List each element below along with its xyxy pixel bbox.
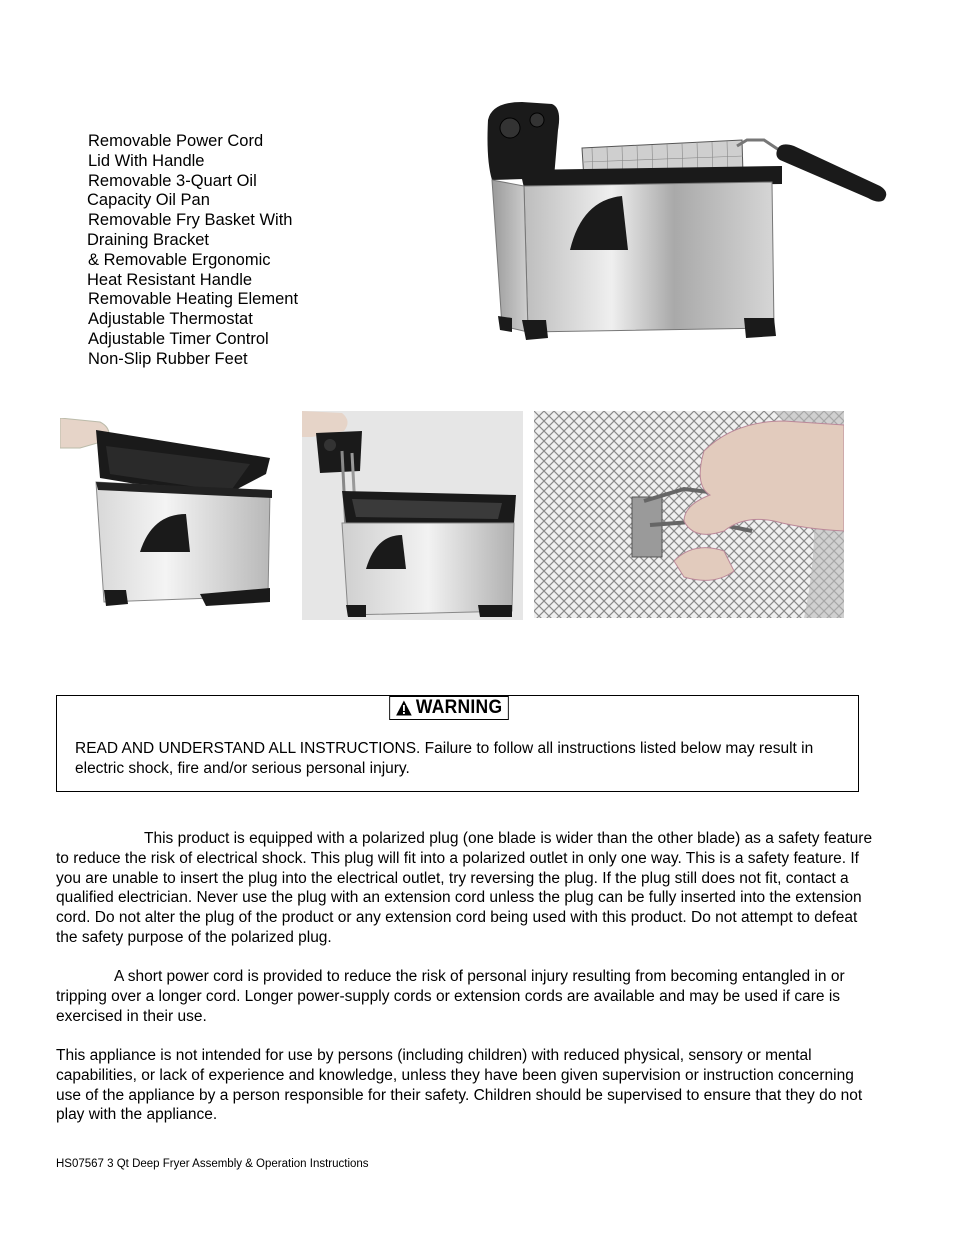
feature-item: Removable Heating Element [88, 290, 299, 309]
polarized-plug-paragraph [56, 829, 876, 948]
warning-label-text: WARNING [415, 697, 503, 718]
feature-item: Draining Bracket [87, 230, 209, 249]
feature-item: Removable 3-Quart Oil [88, 171, 257, 190]
warning-label [389, 696, 509, 720]
paragraph-text: This product is equipped with a polarized plug (one blade is wider than the other blade) as a safety feature to reduce the risk of electrical shock. This plug will fit into a polarized outlet in only one way. This is a safety feature. If you are unable to insert the plug into the electrical outlet, try reversing the plug. If the plug still does not fit, contact a qualified electrician. Never use the plug with an extension cord unless the plug can be fully inserted into the extension cord. Do not alter the plug of the product or any extension cord being used with this product. Do not attempt to defeat the safety purpose of the polarized plug. [56, 830, 873, 946]
feature-item: Lid With Handle [88, 151, 205, 170]
fryer-main-photo [482, 100, 894, 348]
feature-item: Non-Slip Rubber Feet [88, 349, 248, 368]
feature-item: Removable Fry Basket With [88, 211, 293, 230]
feature-item: & Removable Ergonomic [88, 250, 271, 269]
supervision-paragraph: This appliance is not intended for use by persons (including children) with reduced physical, sensory or mental capabilities, or lack of experience and knowledge, unless they have been given supervision or instruction concerning use of the appliance by a person responsible for their safety. Children should be supervised to ensure that they do not play with the appliance. [56, 1047, 863, 1124]
feature-item: Heat Resistant Handle [87, 270, 253, 289]
feature-item: Capacity Oil Pan [87, 191, 210, 210]
paragraph-text: A short power cord is provided to reduce the risk of personal injury resulting from becoming entangled in or tripping over a longer cord. Longer power-supply cords or extension cords are available and may be used if care is exercised in their use. [56, 968, 845, 1025]
short-cord-paragraph [56, 967, 876, 1026]
feature-list [88, 132, 298, 370]
page-footer: HS07567 3 Qt Deep Fryer Assembly & Operation Instructions [56, 1158, 369, 1170]
warning-triangle-icon [396, 700, 413, 716]
feature-item: Removable Power Cord [88, 132, 264, 150]
heating-element-photo [302, 411, 523, 620]
basket-handle-photo [534, 411, 844, 618]
warning-box [56, 695, 859, 792]
oil-pan-removal-photo [60, 418, 275, 610]
feature-item: Adjustable Timer Control [88, 329, 269, 348]
feature-item: Adjustable Thermostat [88, 310, 253, 329]
warning-text: READ AND UNDERSTAND ALL INSTRUCTIONS. Failure to follow all instructions listed below may result in electric shock, fire and/or serious personal injury. [75, 740, 814, 777]
